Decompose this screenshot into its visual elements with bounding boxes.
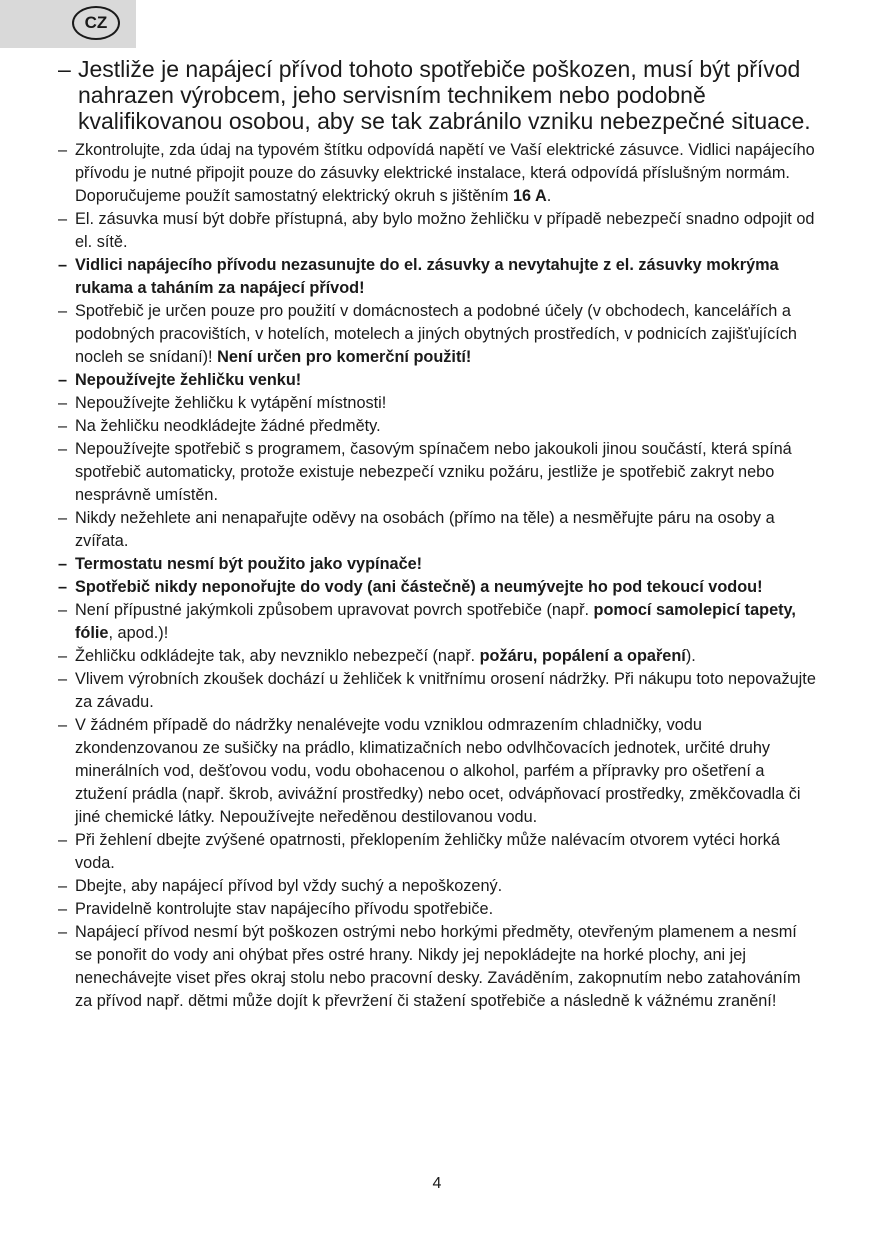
- dash-bullet: –: [58, 831, 68, 849]
- list-item: – Na žehličku neodkládejte žádné předměty.: [58, 415, 818, 438]
- dash-bullet: –: [58, 670, 68, 688]
- dash-bullet: –: [58, 578, 68, 596]
- list-item: – Není přípustné jakýmkoli způsobem upravovat povrch spotřebiče (např. pomocí samolepicí tapety, fólie, apod.)!: [58, 601, 796, 642]
- dash-bullet: –: [58, 394, 68, 412]
- dash-bullet: –: [58, 509, 68, 527]
- list-item: – Nepoužívejte spotřebič s programem, časovým spínačem nebo jakoukoli jinou součástí, která spíná spotřebič automaticky, protože existuje nebezpečí vzniku požáru, jestliže je spotřebič zakryt nebo nesprávně umístěn.: [58, 440, 792, 504]
- dash-bullet: –: [58, 555, 68, 573]
- dash-bullet: –: [58, 440, 68, 458]
- list-item: – Žehličku odkládejte tak, aby nevzniklo nebezpečí (např. požáru, popálení a opaření).: [58, 645, 818, 668]
- dash-bullet: –: [58, 141, 68, 159]
- dash-bullet: –: [58, 716, 68, 734]
- list-item: – Nepoužívejte žehličku venku!: [58, 369, 818, 392]
- page-number: 4: [432, 1175, 442, 1192]
- dash-bullet: –: [58, 417, 68, 435]
- dash-bullet: –: [58, 256, 68, 274]
- list-item: – Při žehlení dbejte zvýšené opatrnosti, překlopením žehličky může nalévacím otvorem vytéci horká voda.: [58, 831, 780, 872]
- language-badge: CZ: [72, 6, 120, 40]
- safety-instructions-list: [58, 56, 818, 1013]
- dash-bullet: –: [58, 302, 68, 320]
- dash-bullet: –: [58, 371, 68, 389]
- dash-bullet: –: [58, 900, 68, 918]
- list-item: – V žádném případě do nádržky nenalévejte vodu vzniklou odmrazením chladničky, vodu zkondenzovanou ze sušičky na prádlo, klimatizačních nebo odvlhčovacích jednotek, určité druhy minerálních vod, dešťovou vodu, vodu obohacenou o alkohol, parfém a přípravky pro ošetření a ztužení prádla (např. škrob, avivážní prostředky) nebo ocet, odvápňovací prostředky, změkčovadla či jiné chemické látky. Nepoužívejte neředěnou destilovanou vodu.: [58, 716, 801, 826]
- list-item: – Dbejte, aby napájecí přívod byl vždy suchý a nepoškozený.: [58, 875, 818, 898]
- dash-bullet: –: [58, 923, 68, 941]
- dash-bullet: –: [58, 56, 71, 82]
- list-item: – Nikdy nežehlete ani nenapařujte oděvy na osobách (přímo na těle) a nesměřujte páru na osoby a zvířata.: [58, 509, 775, 550]
- list-item: – Pravidelně kontrolujte stav napájecího přívodu spotřebiče.: [58, 898, 818, 921]
- list-item: – Vidlici napájecího přívodu nezasunujte do el. zásuvky a nevytahujte z el. zásuvky mokrýma rukama a taháním za napájecí přívod!: [58, 256, 779, 297]
- list-item: – Napájecí přívod nesmí být poškozen ostrými nebo horkými předměty, otevřeným plamenem a nesmí se ponořit do vody ani ohýbat přes ostré hrany. Nikdy jej nepokládejte na horké plochy, ani jej nenechávejte viset přes okraj stolu nebo pracovní desky. Zaváděním, zakopnutím nebo zatahováním za přívod např. dětmi může dojít k převržení či stažení spotřebiče a následně k vážnému zranění!: [58, 923, 801, 1010]
- dash-bullet: –: [58, 877, 68, 895]
- list-item: – Spotřebič je určen pouze pro použití v domácnostech a podobné účely (v obchodech, kancelářích a podobných pracovištích, v hotelích, motelech a jiných obytných prostředích, v podnicích zajišťujících nocleh se snídaní)! Není určen pro komerční použití!: [58, 302, 797, 366]
- list-item: – Nepoužívejte žehličku k vytápění místnosti!: [58, 392, 818, 415]
- list-item: – Termostatu nesmí být použito jako vypínače!: [58, 553, 818, 576]
- dash-bullet: –: [58, 647, 68, 665]
- dash-bullet: –: [58, 210, 68, 228]
- list-item: – Zkontrolujte, zda údaj na typovém štítku odpovídá napětí ve Vaší elektrické zásuvce. Vidlici napájecího přívodu je nutné připojit pouze do zásuvky elektrické instalace, která odpovídá příslušným normám. Doporučujeme použít samostatný elektrický okruh s jištěním 16 A.: [58, 141, 815, 205]
- list-item: – El. zásuvka musí být dobře přístupná, aby bylo možno žehličku v případě nebezpečí snadno odpojit od el. sítě.: [58, 210, 815, 251]
- list-item: – Jestliže je napájecí přívod tohoto spotřebiče poškozen, musí být přívod nahrazen výrobcem, jeho servisním technikem nebo podobně kvalifikovanou osobou, aby se tak zabránilo vzniku nebezpečné situace.: [58, 56, 811, 134]
- dash-bullet: –: [58, 601, 68, 619]
- list-item: – Spotřebič nikdy neponořujte do vody (ani částečně) a neumývejte ho pod tekoucí vodou!: [58, 576, 818, 599]
- language-tab: [0, 0, 136, 48]
- list-item: – Vlivem výrobních zkoušek dochází u žehliček k vnitřnímu orosení nádržky. Při nákupu toto nepovažujte za závadu.: [58, 670, 816, 711]
